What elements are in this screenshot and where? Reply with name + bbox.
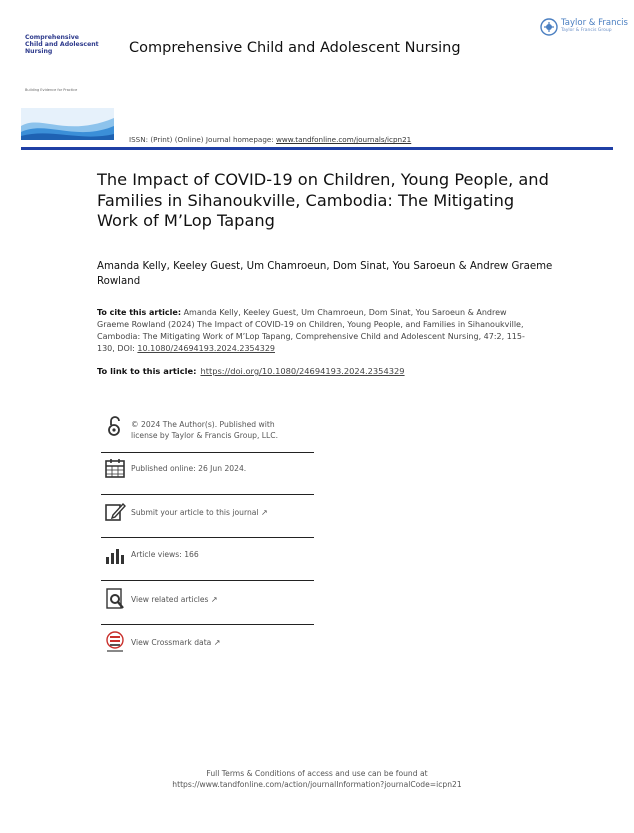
license-line: license by Taylor & Francis Group, LLC. <box>131 430 278 440</box>
submit-article-label: Submit your article to this journal <box>131 508 259 517</box>
terms-footer <box>0 768 634 790</box>
cover-subtitle: Building Evidence for Practice <box>25 88 78 92</box>
citation-label: To cite this article: <box>97 308 182 317</box>
citation-block <box>97 307 527 355</box>
info-divider <box>101 580 314 581</box>
related-articles-link[interactable] <box>131 595 218 606</box>
citation-text: Amanda Kelly, Keeley Guest, Um Chamroeun, Dom Sinat, You Saroeun & Andrew Graeme Rowland (2024) The Impact of COVID-19 on Children, Young People, and Families in Sihanoukville, Cambodia: The Mitigating Work of M’Lop Tapang, Comprehensive Child and Adolescent Nursing, 47:2, 115-130, DOI: <box>97 308 525 353</box>
article-views: Article views: 166 <box>131 550 199 559</box>
footer-journal-info-link[interactable]: https://www.tandfonline.com/action/journalInformation?journalCode=icpn21 <box>172 780 462 789</box>
cover-title-line: Nursing <box>25 48 53 55</box>
journal-cover-thumbnail <box>21 20 114 138</box>
citation-doi-link[interactable]: 10.1080/24694193.2024.2354329 <box>137 344 275 353</box>
header-divider <box>21 147 613 150</box>
info-divider <box>101 452 314 453</box>
info-divider <box>101 494 314 495</box>
publisher-logo-tagline: Taylor & Francis Group <box>561 28 612 33</box>
license-text <box>131 420 278 441</box>
bar-chart-icon <box>103 543 127 567</box>
publisher-logo-name: Taylor & Francis <box>561 18 628 28</box>
external-link-icon: ↗︎ <box>260 508 268 517</box>
cover-wave-graphic <box>21 108 114 148</box>
link-label: To link to this article: <box>97 366 197 376</box>
article-doi-link[interactable]: https://doi.org/10.1080/24694193.2024.2354329 <box>200 366 405 376</box>
issn-text: ISSN: (Print) (Online) Journal homepage: <box>129 135 277 144</box>
crossmark-link[interactable] <box>131 638 220 649</box>
cover-title-line: Comprehensive <box>25 34 79 41</box>
cover-header-strip <box>21 20 114 32</box>
cover-title-line: Child and Adolescent <box>25 41 99 48</box>
journal-homepage-link[interactable]: www.tandfonline.com/journals/icpn21 <box>276 135 412 144</box>
info-divider <box>101 537 314 538</box>
published-date: Published online: 26 Jun 2024. <box>131 464 247 473</box>
search-document-icon <box>103 587 127 611</box>
crossmark-label: View Crossmark data <box>131 638 212 647</box>
open-access-icon <box>103 414 127 438</box>
external-link-icon: ↗︎ <box>210 595 218 604</box>
footer-line: Full Terms & Conditions of access and use can be found at <box>206 769 428 778</box>
article-authors: Amanda Kelly, Keeley Guest, Um Chamroeun, Dom Sinat, You Saroeun & Andrew Graeme Rowland <box>97 261 553 287</box>
license-line: © 2024 The Author(s). Published with <box>131 420 275 429</box>
journal-name: Comprehensive Child and Adolescent Nursing <box>129 40 461 56</box>
edit-icon <box>103 500 127 524</box>
article-link-line <box>97 366 527 376</box>
related-articles-label: View related articles <box>131 595 209 604</box>
info-divider <box>101 624 314 625</box>
publisher-logo-icon <box>540 18 558 36</box>
cover-title <box>25 34 105 55</box>
calendar-icon <box>103 456 127 480</box>
issn-line <box>129 135 411 144</box>
crossmark-icon <box>103 630 127 654</box>
submit-article-link[interactable] <box>131 508 268 519</box>
article-title: The Impact of COVID-19 on Children, Young People, and Families in Sihanoukville, Cambodia: The Mitigating Work of M’Lop Tapang <box>97 170 549 230</box>
external-link-icon: ↗︎ <box>213 638 221 647</box>
publisher-logo[interactable] <box>540 18 628 38</box>
